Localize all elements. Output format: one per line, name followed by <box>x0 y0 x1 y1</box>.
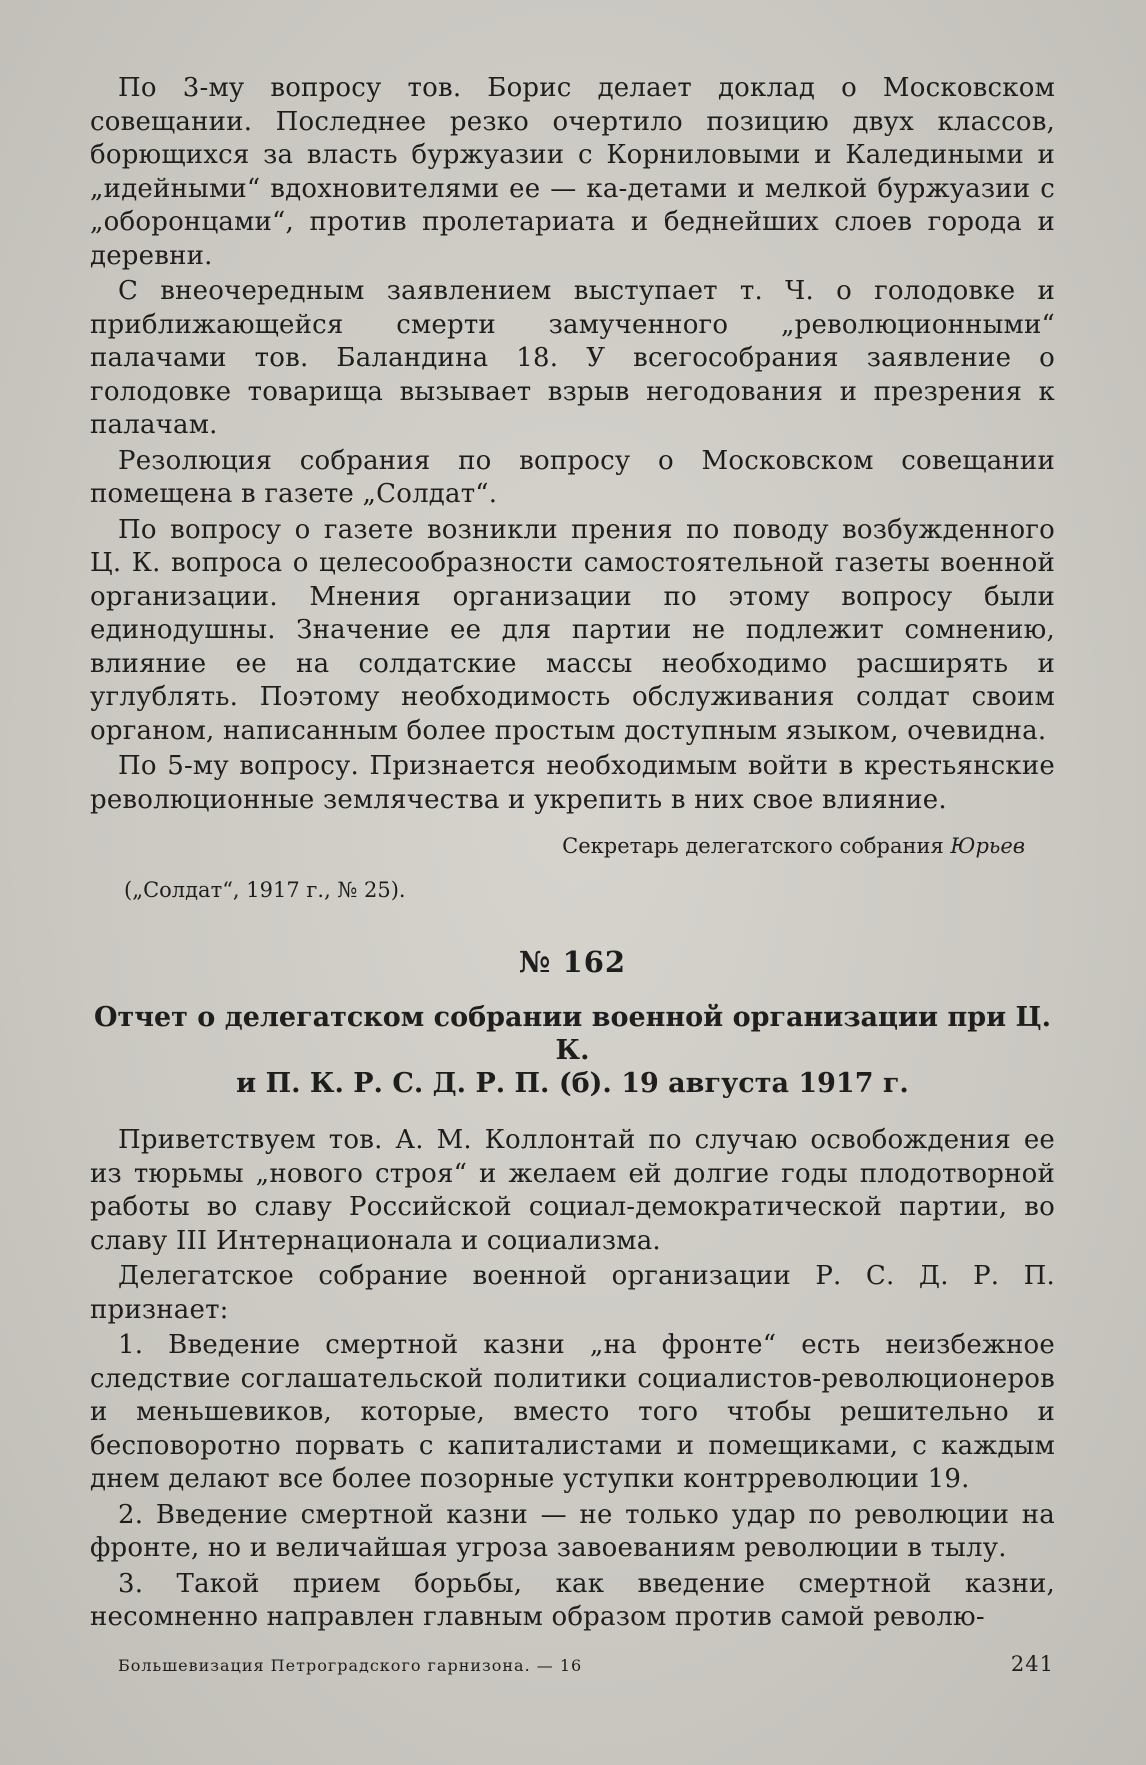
heading-line-1: Отчет о делегатском собрании военной организации при Ц. К. <box>93 1002 1052 1066</box>
paragraph-question-3: По 3-му вопросу тов. Борис делает доклад о Московском совещании. Последнее резко очертило позицию двух классов, борющихся за власть буржуазии с Корниловыми и Каледиными и „идейными“ вдохновителями ее — ка-детами и мелкой буржуазии с „оборонцами“, против пролетариата и беднейших слоев города и деревни. <box>90 73 1055 271</box>
paragraph-hunger-strike: С внеочередным заявлением выступает т. Ч. о голодовке и приближающейся смерти замученного „революционными“ палачами тов. Баландина 18. У всегособрания заявление о голодовке товарища вызывает взрыв негодования и презрения к палачам. <box>90 276 1055 440</box>
paragraph-point-1: 1. Введение смертной казни „на фронте“ есть неизбежное следствие соглашательской политики социалистов-революционеров и меньшевиков, которые, вместо того чтобы решительно и бесповоротно порвать с капиталистами и помещиками, с каждым днем делают все более позорные уступки контрреволюции 19. <box>90 1330 1055 1494</box>
paragraph-point-3: 3. Такой прием борьбы, как введение смертной казни, несомненно направлен главным образом против самой револю- <box>90 1568 1055 1632</box>
page-number: 241 <box>1010 1652 1054 1676</box>
paragraph-assembly-declares: Делегатское собрание военной организации Р. С. Д. Р. П. признает: <box>90 1261 1055 1325</box>
paragraph-greeting: Приветствуем тов. А. М. Коллонтай по случаю освобождения ее из тюрьмы „нового строя“ и желаем ей долгие годы плодотворной работы во славу Российской социал-демократической партии, во славу III Интернационала и социализма. <box>90 1125 1055 1256</box>
signature-name: Юрьев <box>950 834 1025 858</box>
page-footer <box>118 1652 1054 1676</box>
paragraph-newspaper: По вопросу о газете возникли прения по поводу возбужденного Ц. К. вопроса о целесообразности самостоятельной газеты военной организации. Мнения организации по этому вопросу были единодушны. Значение ее для партии не подлежит сомнению, влияние ее на солдатские массы необходимо расширять и углублять. Поэтому необходимость обслуживания солдат своим органом, написанным более простым доступным языком, очевидна. <box>90 514 1055 746</box>
signature-role: Секретарь делегатского собрания <box>562 834 944 858</box>
paragraph-question-5: По 5-му вопросу. Признается необходимым войти в крестьянские революционные землячества и укрепить в них свое влияние. <box>90 751 1055 815</box>
signature-line <box>90 831 1055 861</box>
document-number: № 162 <box>518 945 627 979</box>
footer-book-title: Большевизация Петроградского гарнизона. — 16 <box>118 1656 583 1675</box>
document-heading <box>90 1001 1055 1100</box>
paragraph-point-2: 2. Введение смертной казни — не только удар по революции на фронте, но и величайшая угроза завоеваниям революции в тылу. <box>90 1499 1055 1563</box>
text-column <box>90 72 1055 1635</box>
paragraph-resolution: Резолюция собрания по вопросу о Московском совещании помещена в газете „Солдат“. <box>90 445 1055 509</box>
heading-line-2: и П. К. Р. С. Д. Р. П. (б). 19 августа 1917 г. <box>236 1068 909 1099</box>
source-citation: („Солдат“, 1917 г., № 25). <box>124 878 406 902</box>
